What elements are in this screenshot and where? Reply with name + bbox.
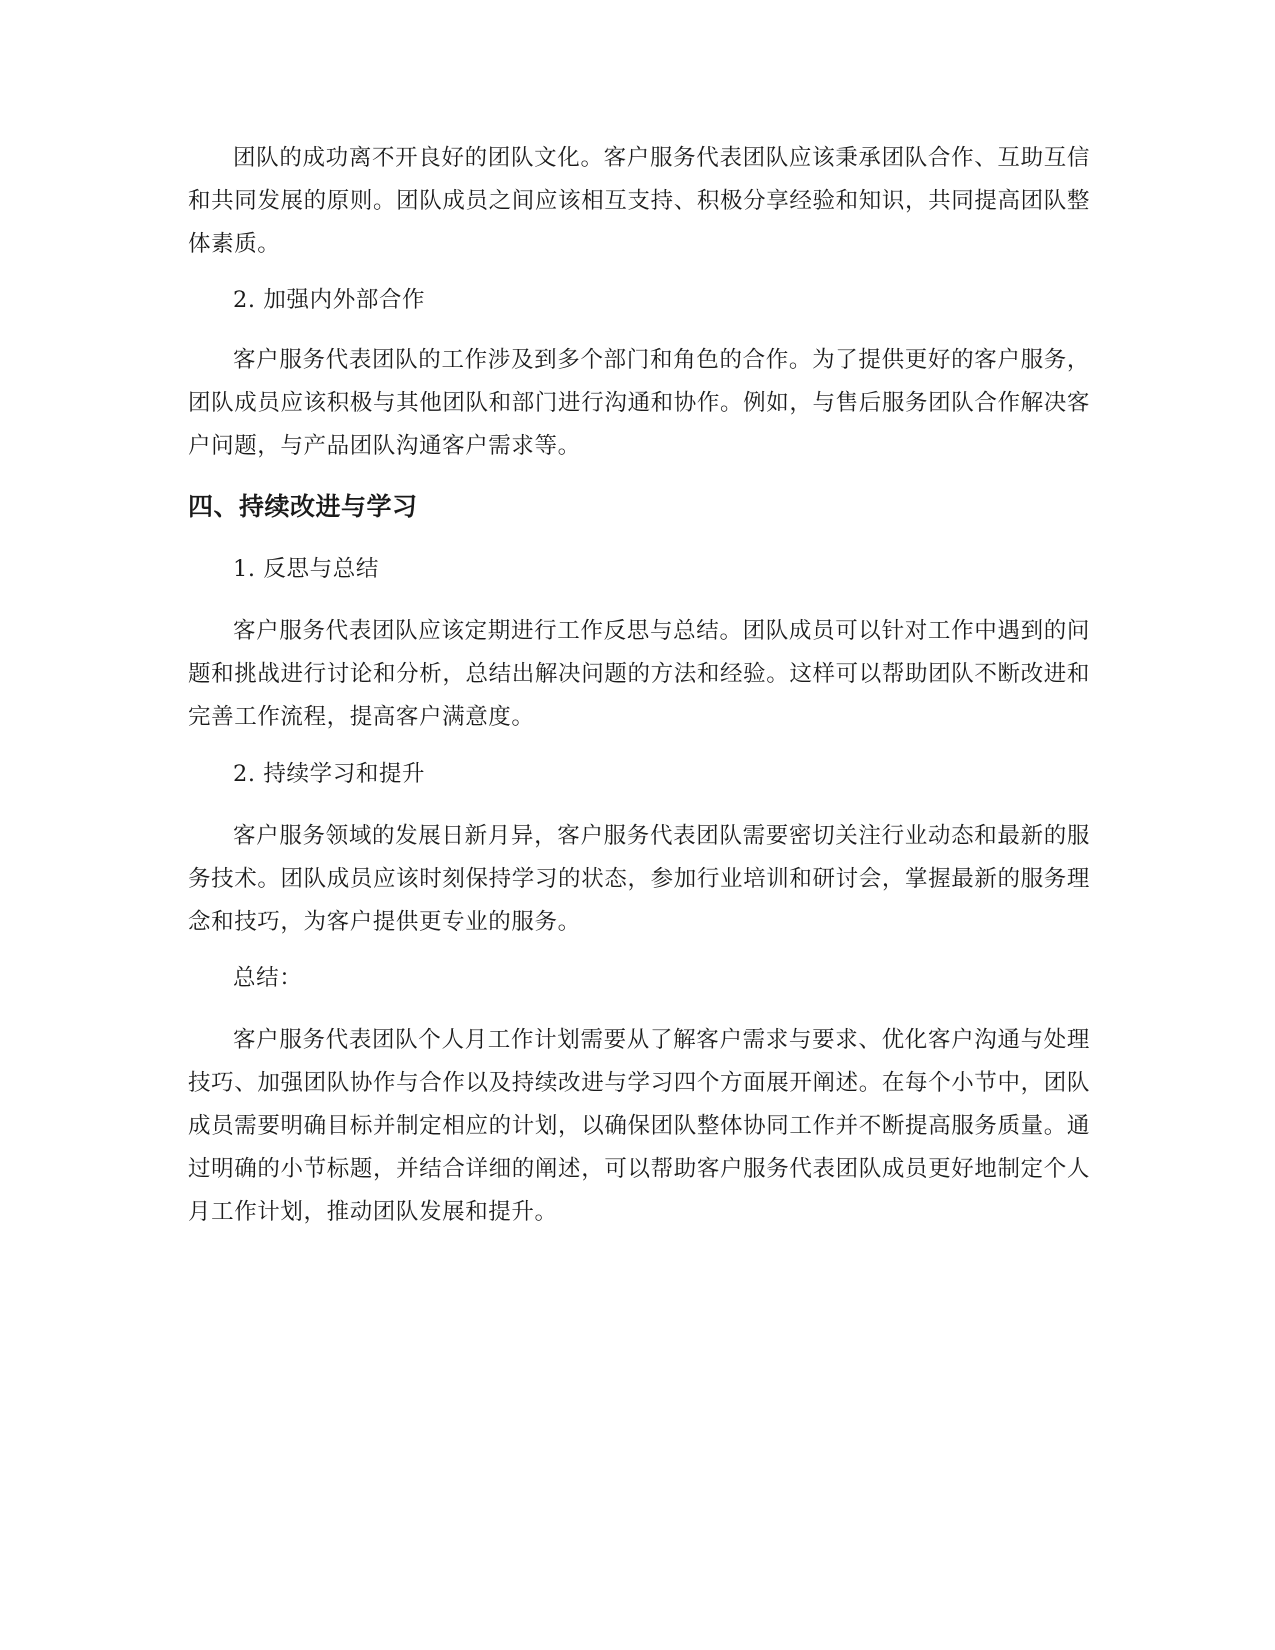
paragraph-reflection: 客户服务代表团队应该定期进行工作反思与总结。团队成员可以针对工作中遇到的问题和挑战进行讨论和分析，总结出解决问题的方法和经验。这样可以帮助团队不断改进和完善工作流程，提高客户满意度。 <box>188 618 1090 730</box>
item-title-reflection: 1. 反思与总结 <box>233 556 379 582</box>
summary-label: 总结： <box>233 965 303 991</box>
section-heading-continuous-improvement: 四、持续改进与学习 <box>188 492 418 521</box>
paragraph-summary: 客户服务代表团队个人月工作计划需要从了解客户需求与要求、优化客户沟通与处理技巧、加强团队协作与合作以及持续改进与学习四个方面展开阐述。在每个小节中，团队成员需要明确目标并制定相应的计划，以确保团队整体协同工作并不断提高服务质量。通过明确的小节标题，并结合详细的阐述，可以帮助客户服务代表团队成员更好地制定个人月工作计划，推动团队发展和提升。 <box>188 1027 1090 1225</box>
item-title-continuous-learning: 2. 持续学习和提升 <box>233 761 426 787</box>
paragraph-team-culture: 团队的成功离不开良好的团队文化。客户服务代表团队应该秉承团队合作、互助互信和共同发展的原则。团队成员之间应该相互支持、积极分享经验和知识，共同提高团队整体素质。 <box>188 145 1090 257</box>
paragraph-learning: 客户服务领域的发展日新月异，客户服务代表团队需要密切关注行业动态和最新的服务技术。团队成员应该时刻保持学习的状态，参加行业培训和研讨会，掌握最新的服务理念和技巧，为客户提供更专业的服务。 <box>188 823 1090 935</box>
item-title-strengthen-cooperation: 2. 加强内外部合作 <box>233 287 426 313</box>
paragraph-cooperation: 客户服务代表团队的工作涉及到多个部门和角色的合作。为了提供更好的客户服务，团队成员应该积极与其他团队和部门进行沟通和协作。例如，与售后服务团队合作解决客户问题，与产品团队沟通客户需求等。 <box>188 347 1090 459</box>
